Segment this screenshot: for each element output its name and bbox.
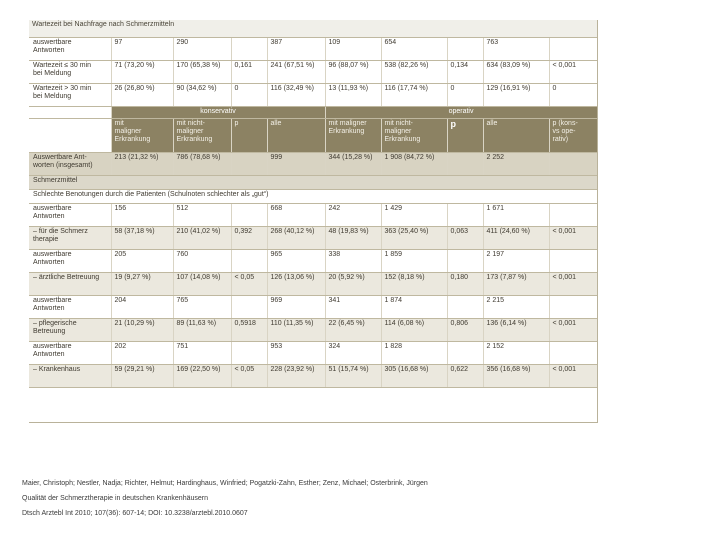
table-cell: 241 (67,51 %) — [267, 60, 325, 83]
table-cell: 305 (16,68 %) — [381, 364, 447, 387]
table-cell: 89 (11,63 %) — [173, 318, 231, 341]
table-cell: 786 (78,68 %) — [173, 152, 231, 175]
table-cell — [549, 249, 597, 272]
table-cell — [549, 37, 597, 60]
total-row — [29, 152, 597, 175]
table-cell: < 0,001 — [549, 318, 597, 341]
row-label: – pflegerische Betreuung — [29, 318, 111, 341]
table-cell: 21 (10,29 %) — [111, 318, 173, 341]
table-row — [29, 60, 597, 83]
table-cell — [447, 152, 483, 175]
table-cell — [231, 249, 267, 272]
blank-cell — [29, 106, 111, 118]
table-cell: 763 — [483, 37, 549, 60]
row-label: auswertbare Antworten — [29, 295, 111, 318]
table-cell: 173 (7,87 %) — [483, 272, 549, 295]
table-row — [29, 295, 597, 318]
table-cell: 0,622 — [447, 364, 483, 387]
table-cell: 0,806 — [447, 318, 483, 341]
table-cell: 1 828 — [381, 341, 447, 364]
table-cell: 538 (82,26 %) — [381, 60, 447, 83]
table-cell — [549, 203, 597, 226]
citation-block — [22, 476, 428, 521]
table-row — [29, 341, 597, 364]
table-cell: 116 (17,74 %) — [381, 83, 447, 106]
table-cell: 953 — [267, 341, 325, 364]
group-header-konservativ: konservativ — [111, 106, 325, 118]
column-header: alle — [267, 118, 325, 152]
table-cell: 210 (41,02 %) — [173, 226, 231, 249]
table-cell: 126 (13,06 %) — [267, 272, 325, 295]
table-cell: 156 — [111, 203, 173, 226]
column-header: mit nicht- maligner Erkrankung — [173, 118, 231, 152]
table-cell: 48 (19,83 %) — [325, 226, 381, 249]
column-header: mit nicht- maligner Erkrankung — [381, 118, 447, 152]
table-caption-row — [29, 20, 597, 37]
table-cell: 2 152 — [483, 341, 549, 364]
table-cell: 169 (22,50 %) — [173, 364, 231, 387]
table-cell: 634 (83,09 %) — [483, 60, 549, 83]
table-cell: 969 — [267, 295, 325, 318]
table-cell: 152 (8,18 %) — [381, 272, 447, 295]
table-cell: 129 (16,91 %) — [483, 83, 549, 106]
citation-title: Qualität der Schmerztherapie in deutschen Krankenhäusern — [22, 495, 208, 502]
table-cell: 109 — [325, 37, 381, 60]
table-cell: 204 — [111, 295, 173, 318]
table-cell: 654 — [381, 37, 447, 60]
table-cell — [447, 249, 483, 272]
table-cell — [231, 295, 267, 318]
table-cell: 0,063 — [447, 226, 483, 249]
table-cell: 0 — [447, 83, 483, 106]
table-cell: 1 908 (84,72 %) — [381, 152, 447, 175]
table-cell: 290 — [173, 37, 231, 60]
row-label: auswertbare Antworten — [29, 203, 111, 226]
table-cell — [549, 295, 597, 318]
table-cell: 1 429 — [381, 203, 447, 226]
table-cell: 96 (88,07 %) — [325, 60, 381, 83]
table-cell: 116 (32,49 %) — [267, 83, 325, 106]
column-header: alle — [483, 118, 549, 152]
table-cell: 170 (65,38 %) — [173, 60, 231, 83]
subsection-title: Schlechte Benotungen durch die Patienten (Schulnoten schlechter als „gut“) — [29, 189, 597, 203]
row-label: Auswertbare Ant- worten (insgesamt) — [29, 152, 111, 175]
row-label: auswertbare Antworten — [29, 341, 111, 364]
group-header-operativ: operativ — [325, 106, 597, 118]
table-cell: 965 — [267, 249, 325, 272]
table-cell: 97 — [111, 37, 173, 60]
table-cell: 2 197 — [483, 249, 549, 272]
table-cell: 0,5918 — [231, 318, 267, 341]
table-cell: 411 (24,60 %) — [483, 226, 549, 249]
table-cell: 0 — [549, 83, 597, 106]
row-label: Wartezeit > 30 min bei Meldung — [29, 83, 111, 106]
table-cell — [231, 37, 267, 60]
table-cell: 13 (11,93 %) — [325, 83, 381, 106]
table-cell: 512 — [173, 203, 231, 226]
data-table-container — [29, 20, 598, 423]
table-cell: 760 — [173, 249, 231, 272]
table-cell: 136 (6,14 %) — [483, 318, 549, 341]
citation-authors: Maier, Christoph; Nestler, Nadja; Richter, Helmut; Hardinghaus, Winfried; Pogatzki-Zahn, Esther; Zenz, Michael; Osterbrink, Jürgen — [22, 480, 428, 487]
column-header: mit maligner Erkrankung — [325, 118, 381, 152]
section-title: Schmerzmittel — [29, 175, 597, 189]
table-cell: 0,392 — [231, 226, 267, 249]
row-label: – für die Schmerz therapie — [29, 226, 111, 249]
table-cell: 751 — [173, 341, 231, 364]
table-cell: 999 — [267, 152, 325, 175]
table-row — [29, 83, 597, 106]
table-cell: 2 252 — [483, 152, 549, 175]
table-caption: Wartezeit bei Nachfrage nach Schmerzmitteln — [29, 20, 597, 37]
table-cell — [231, 203, 267, 226]
column-header: p — [231, 118, 267, 152]
table-cell: 363 (25,40 %) — [381, 226, 447, 249]
table-cell: 1 671 — [483, 203, 549, 226]
table-cell: 2 215 — [483, 295, 549, 318]
column-header: p (kons- vs ope- rativ) — [549, 118, 597, 152]
group-header-row — [29, 106, 597, 118]
column-header-row — [29, 118, 597, 152]
table-cell: 59 (29,21 %) — [111, 364, 173, 387]
blank-cell — [29, 118, 111, 152]
table-cell — [447, 295, 483, 318]
column-header: mit maligner Erkrankung — [111, 118, 173, 152]
table-cell — [447, 341, 483, 364]
table-cell: 268 (40,12 %) — [267, 226, 325, 249]
subsection-row — [29, 189, 597, 203]
table-cell: 344 (15,28 %) — [325, 152, 381, 175]
table-cell: 0 — [231, 83, 267, 106]
table-cell: 0,180 — [447, 272, 483, 295]
table-cell — [549, 152, 597, 175]
table-cell: 242 — [325, 203, 381, 226]
table-cell — [231, 341, 267, 364]
table-row — [29, 226, 597, 249]
table-cell: 1 874 — [381, 295, 447, 318]
table-cell: 0,134 — [447, 60, 483, 83]
table-cell: 20 (5,92 %) — [325, 272, 381, 295]
row-label: Wartezeit ≤ 30 min bei Meldung — [29, 60, 111, 83]
table-row — [29, 364, 597, 387]
table-cell: 765 — [173, 295, 231, 318]
pain-therapy-table — [29, 20, 598, 388]
table-cell — [549, 341, 597, 364]
row-label: auswertbare Antworten — [29, 37, 111, 60]
table-cell: 668 — [267, 203, 325, 226]
table-cell: 341 — [325, 295, 381, 318]
table-cell: 356 (16,68 %) — [483, 364, 549, 387]
table-cell: 110 (11,35 %) — [267, 318, 325, 341]
table-cell: 71 (73,20 %) — [111, 60, 173, 83]
table-cell — [447, 37, 483, 60]
table-cell: 205 — [111, 249, 173, 272]
table-cell: 114 (6,08 %) — [381, 318, 447, 341]
table-cell: < 0,001 — [549, 272, 597, 295]
table-cell: 387 — [267, 37, 325, 60]
row-label: auswertbare Antworten — [29, 249, 111, 272]
table-cell: < 0,05 — [231, 272, 267, 295]
table-cell: 22 (6,45 %) — [325, 318, 381, 341]
table-cell: < 0,05 — [231, 364, 267, 387]
table-cell: < 0,001 — [549, 364, 597, 387]
table-cell: 26 (26,80 %) — [111, 83, 173, 106]
table-cell: 324 — [325, 341, 381, 364]
table-row — [29, 249, 597, 272]
table-body — [29, 20, 597, 387]
section-row — [29, 175, 597, 189]
table-cell: 202 — [111, 341, 173, 364]
table-cell: 213 (21,32 %) — [111, 152, 173, 175]
row-label: – Krankenhaus — [29, 364, 111, 387]
table-row — [29, 37, 597, 60]
table-cell: 228 (23,92 %) — [267, 364, 325, 387]
table-cell: 58 (37,18 %) — [111, 226, 173, 249]
table-row — [29, 318, 597, 341]
table-cell: 90 (34,62 %) — [173, 83, 231, 106]
table-cell: 1 859 — [381, 249, 447, 272]
table-cell: 19 (9,27 %) — [111, 272, 173, 295]
table-cell: 107 (14,08 %) — [173, 272, 231, 295]
table-cell: < 0,001 — [549, 226, 597, 249]
row-label: – ärztliche Betreuung — [29, 272, 111, 295]
column-header: p — [447, 118, 483, 152]
table-cell — [447, 203, 483, 226]
table-cell: 0,161 — [231, 60, 267, 83]
table-cell: 338 — [325, 249, 381, 272]
table-row — [29, 203, 597, 226]
table-cell: < 0,001 — [549, 60, 597, 83]
table-cell — [231, 152, 267, 175]
table-cell: 51 (15,74 %) — [325, 364, 381, 387]
table-row — [29, 272, 597, 295]
citation-source: Dtsch Arztebl Int 2010; 107(36): 607-14; DOI: 10.3238/arztebl.2010.0607 — [22, 510, 248, 517]
